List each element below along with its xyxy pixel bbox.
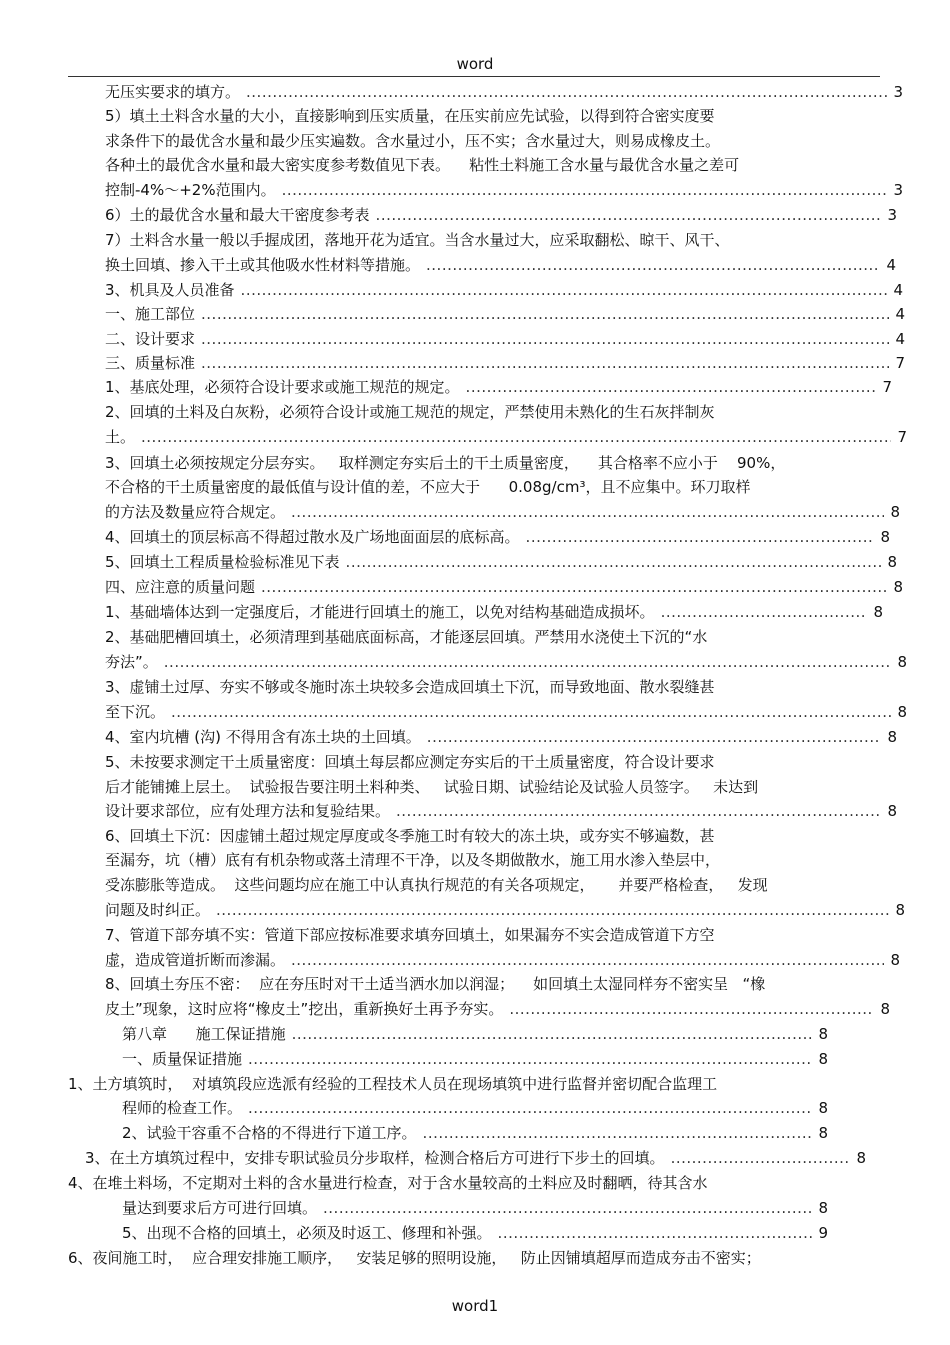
toc-page-number: 8: [856, 1149, 866, 1167]
header-rule: [68, 76, 880, 77]
toc-entry[interactable]: [122, 1219, 828, 1243]
toc-entry-text: 6、回填土下沉：因虚铺土超过规定厚度或冬季施工时有较大的冻土块，或夯实不够遍数，甚: [105, 827, 715, 845]
toc-entry-text: 5、回填土工程质量检验标准见下表: [105, 553, 340, 571]
toc-entry-text: 问题及时纠正。: [105, 901, 211, 919]
toc-page-number: 7: [895, 354, 905, 372]
toc-leader-dots: [427, 727, 882, 747]
toc-leader-dots: [509, 999, 874, 1019]
toc-entry-text: 无压实要求的填方。: [105, 83, 241, 101]
toc-entry[interactable]: [105, 548, 897, 572]
toc-entry[interactable]: [105, 921, 830, 945]
toc-page-number: 8: [887, 553, 897, 571]
toc-leader-dots: [661, 602, 868, 622]
toc-entry[interactable]: [105, 946, 900, 970]
toc-entry[interactable]: [105, 325, 905, 349]
toc-leader-dots: [201, 304, 889, 324]
toc-page-number: 8: [895, 901, 905, 919]
toc-entry-text: 5、未按要求测定干土质量密度：回填土每层都应测定夯实后的干土质量密度，符合设计要求: [105, 753, 715, 771]
toc-entry-text: 1、土方填筑时， 对填筑段应选派有经验的工程技术人员在现场填筑中进行监督并密切配合监理工: [68, 1075, 718, 1093]
toc-leader-dots: [248, 1049, 812, 1069]
toc-entry[interactable]: [105, 251, 896, 275]
toc-page-number: 8: [818, 1124, 828, 1142]
toc-entry[interactable]: [105, 398, 830, 422]
toc-leader-dots: [248, 1098, 812, 1118]
toc-entry-text: 后才能铺摊上层土。 试验报告要注明土料种类、 试验日期、试验结论及试验人员签字。 未达到: [105, 778, 759, 796]
toc-entry[interactable]: [105, 573, 903, 597]
toc-page-number: 8: [897, 703, 907, 721]
toc-leader-dots: [376, 205, 882, 225]
toc-page-number: 3: [893, 181, 903, 199]
toc-leader-dots: [396, 801, 881, 821]
toc-entry[interactable]: [105, 276, 903, 300]
toc-entry[interactable]: [68, 1070, 835, 1094]
toc-page-number: 4: [895, 305, 905, 323]
toc-entry-text: 4、回填土的顶层标高不得超过散水及广场地面面层的底标高。: [105, 528, 520, 546]
toc-page-number: 8: [887, 728, 897, 746]
toc-entry-text: 2、回填的土料及白灰粉，必须符合设计或施工规范的规定，严禁使用未熟化的生石灰拌制灰: [105, 403, 715, 421]
toc-entry-text: 虚，造成管道折断而渗漏。: [105, 951, 286, 969]
toc-entry[interactable]: [105, 151, 858, 175]
toc-entry-text: 至下沉。: [105, 703, 166, 721]
toc-entry-text: 的方法及数量应符合规定。: [105, 503, 286, 521]
toc-entry[interactable]: [105, 698, 907, 722]
toc-page-number: 8: [880, 528, 890, 546]
toc-entry[interactable]: [105, 127, 830, 151]
toc-entry[interactable]: [105, 822, 830, 846]
toc-entry-text: 至漏夯，坑（槽）底有有机杂物或落土清理不干净，以及冬期做散水，施工用水渗入垫层中，: [105, 851, 721, 869]
toc-entry[interactable]: [105, 723, 897, 747]
toc-entry[interactable]: [105, 423, 907, 447]
toc-page-number: 4: [886, 256, 896, 274]
toc-entry-text: 皮土”现象，这时应将“橡皮土”挖出，重新换好土再予夯实。: [105, 1000, 504, 1018]
toc-leader-dots: [261, 577, 887, 597]
toc-entry-text: 2、试验干容重不合格的不得进行下道工序。: [122, 1124, 417, 1142]
toc-page-number: 8: [897, 653, 907, 671]
toc-entry-text: 一、质量保证措施: [122, 1050, 243, 1068]
toc-entry[interactable]: [105, 871, 878, 895]
toc-entry-text: 四、应注意的质量问题: [105, 578, 256, 596]
toc-entry[interactable]: [105, 995, 890, 1019]
toc-entry-text: 夯法”。: [105, 653, 158, 671]
toc-entry[interactable]: [122, 1045, 828, 1069]
toc-entry[interactable]: [105, 846, 830, 870]
page-header: word: [456, 55, 494, 73]
toc-leader-dots: [164, 652, 892, 672]
toc-entry-text: 量达到要求后方可进行回填。: [122, 1199, 318, 1217]
toc-leader-dots: [282, 180, 888, 200]
toc-leader-dots: [241, 280, 888, 300]
toc-page-number: 8: [890, 951, 900, 969]
toc-entry-text: 3、在土方填筑过程中，安排专职试验员分步取样，检测合格后方可进行下步土的回填。: [85, 1149, 665, 1167]
toc-entry-text: 7、管道下部夯填不实：管道下部应按标准要求填夯回填土，如果漏夯不实会造成管道下方空: [105, 926, 715, 944]
toc-page-number: 3: [887, 206, 897, 224]
toc-leader-dots: [426, 255, 880, 275]
toc-entry-text: 土。: [105, 428, 136, 446]
toc-entry[interactable]: [105, 623, 830, 647]
toc-entry[interactable]: [105, 373, 892, 397]
toc-entry[interactable]: [105, 226, 838, 250]
toc-leader-dots: [291, 950, 884, 970]
toc-entry-text: 5、出现不合格的回填土，必须及时返工、修理和补强。: [122, 1224, 492, 1242]
toc-entry[interactable]: [105, 498, 900, 522]
toc-page-number: 8: [818, 1199, 828, 1217]
toc-entry[interactable]: [105, 300, 905, 324]
toc-page-number: 8: [818, 1025, 828, 1043]
toc-page-number: 8: [893, 578, 903, 596]
toc-entry[interactable]: [105, 349, 905, 373]
toc-leader-dots: [216, 900, 889, 920]
toc-entry-text: 各种土的最优含水量和最大密实度参考数值见下表。 粘性土料施工含水量与最优含水量之差可: [105, 156, 740, 174]
toc-page-number: 9: [818, 1224, 828, 1242]
toc-page-number: 8: [818, 1050, 828, 1068]
toc-entry-text: 第八章 施工保证措施: [122, 1025, 286, 1043]
toc-entry[interactable]: [105, 102, 830, 126]
toc-entry-text: 不合格的干土质量密度的最低值与设计值的差，不应大于 0.08g/cm³，且不应集中。环刀取样: [105, 478, 751, 496]
toc-leader-dots: [246, 82, 887, 102]
toc-entry[interactable]: [105, 797, 897, 821]
toc-page-number: 7: [897, 428, 907, 446]
toc-entry[interactable]: [122, 1119, 828, 1143]
toc-entry-text: 三、质量标准: [105, 354, 196, 372]
toc-entry[interactable]: [105, 748, 830, 772]
toc-page-number: 8: [880, 1000, 890, 1018]
page-footer: word1: [451, 1297, 499, 1315]
toc-entry-text: 二、设计要求: [105, 330, 196, 348]
toc-entry[interactable]: [105, 523, 890, 547]
toc-leader-dots: [466, 377, 877, 397]
toc-entry-text: 设计要求部位，应有处理方法和复验结果。: [105, 802, 391, 820]
toc-entry[interactable]: [105, 201, 897, 225]
toc-entry-text: 2、基础肥槽回填土，必须清理到基础底面标高，才能逐层回填。严禁用水浇使土下沉的“水: [105, 628, 708, 646]
toc-entry-text: 4、在堆土料场，不定期对土料的含水量进行检查，对于含水量较高的土料应及时翻晒，待其含水: [68, 1174, 708, 1192]
toc-leader-dots: [201, 329, 889, 349]
toc-entry[interactable]: [105, 176, 903, 200]
toc-entry-text: 受冻膨胀等造成。 这些问题均应在施工中认真执行规范的有关各项规定， 并要严格检查， 发现: [105, 876, 768, 894]
toc-page-number: 8: [818, 1099, 828, 1117]
toc-leader-dots: [346, 552, 882, 572]
toc-entry[interactable]: [105, 673, 830, 697]
toc-page-number: 8: [890, 503, 900, 521]
toc-entry[interactable]: [105, 449, 875, 473]
toc-page-number: 4: [895, 330, 905, 348]
toc-leader-dots: [526, 527, 875, 547]
toc-entry-text: 8、回填土夯压不密： 应在夯压时对干土适当洒水加以润湿； 如回填土太湿同样夯不密实呈 “橡: [105, 975, 766, 993]
toc-entry[interactable]: [68, 1244, 858, 1268]
toc-entry[interactable]: [68, 1169, 831, 1193]
toc-entry-text: 程师的检查工作。: [122, 1099, 243, 1117]
toc-leader-dots: [671, 1148, 851, 1168]
toc-leader-dots: [201, 353, 889, 373]
toc-entry[interactable]: [105, 773, 878, 797]
toc-entry[interactable]: [122, 1020, 828, 1044]
toc-entry-text: 1、基础墙体达到一定强度后，才能进行回填土的施工，以免对结构基础造成损坏。: [105, 603, 655, 621]
toc-page-number: 7: [882, 378, 892, 396]
toc-page-number: 8: [873, 603, 883, 621]
toc-leader-dots: [141, 427, 891, 447]
toc-leader-dots: [171, 702, 891, 722]
toc-entry-text: 6、夜间施工时， 应合理安排施工顺序， 安装足够的照明设施， 防止因铺填超厚而造成夯击不密实；: [68, 1249, 761, 1267]
toc-entry-text: 1、基底处理，必须符合设计要求或施工规范的规定。: [105, 378, 460, 396]
toc-leader-dots: [292, 1024, 813, 1044]
toc-entry-text: 5）填土土料含水量的大小，直接影响到压实质量，在压实前应先试验，以得到符合密实度要: [105, 107, 715, 125]
toc-leader-dots: [291, 502, 884, 522]
toc-entry-text: 求条件下的最优含水量和最少压实遍数。含水量过小，压不实；含水量过大，则易成橡皮土。: [105, 132, 721, 150]
toc-entry[interactable]: [105, 970, 878, 994]
toc-entry-text: 一、施工部位: [105, 305, 196, 323]
toc-leader-dots: [423, 1123, 813, 1143]
toc-entry[interactable]: [122, 1194, 828, 1218]
toc-page-number: 3: [893, 83, 903, 101]
toc-leader-dots: [323, 1198, 812, 1218]
toc-entry[interactable]: [105, 648, 907, 672]
toc-page-number: 4: [893, 281, 903, 299]
toc-entry-text: 6）土的最优含水量和最大干密度参考表: [105, 206, 370, 224]
toc-leader-dots: [498, 1223, 813, 1243]
toc-entry-text: 3、回填土必须按规定分层夯实。 取样测定夯实后土的干土质量密度， 其合格率不应小于 90%，: [105, 454, 786, 472]
toc-entry-text: 换土回填、掺入干土或其他吸水性材料等措施。: [105, 256, 421, 274]
toc-entry-text: 3、虚铺土过厚、夯实不够或冬施时冻土块较多会造成回填土下沉，而导致地面、散水裂缝甚: [105, 678, 715, 696]
toc-entry[interactable]: [105, 896, 905, 920]
toc-entry[interactable]: [105, 473, 868, 497]
toc-entry-text: 4、室内坑槽 (沟) 不得用含有冻土块的土回填。: [105, 728, 421, 746]
toc-entry-text: 控制-4%～+2%范围内。: [105, 181, 276, 199]
toc-entry-text: 7）土料含水量一般以手握成团，落地开花为适宜。当含水量过大，应采取翻松、晾干、风干、: [105, 231, 730, 249]
toc-entry[interactable]: [105, 78, 903, 102]
toc-page-number: 8: [887, 802, 897, 820]
toc-entry-text: 3、机具及人员准备: [105, 281, 235, 299]
toc-entry[interactable]: [122, 1094, 828, 1118]
toc-entry[interactable]: [85, 1144, 866, 1168]
toc-entry[interactable]: [105, 598, 883, 622]
